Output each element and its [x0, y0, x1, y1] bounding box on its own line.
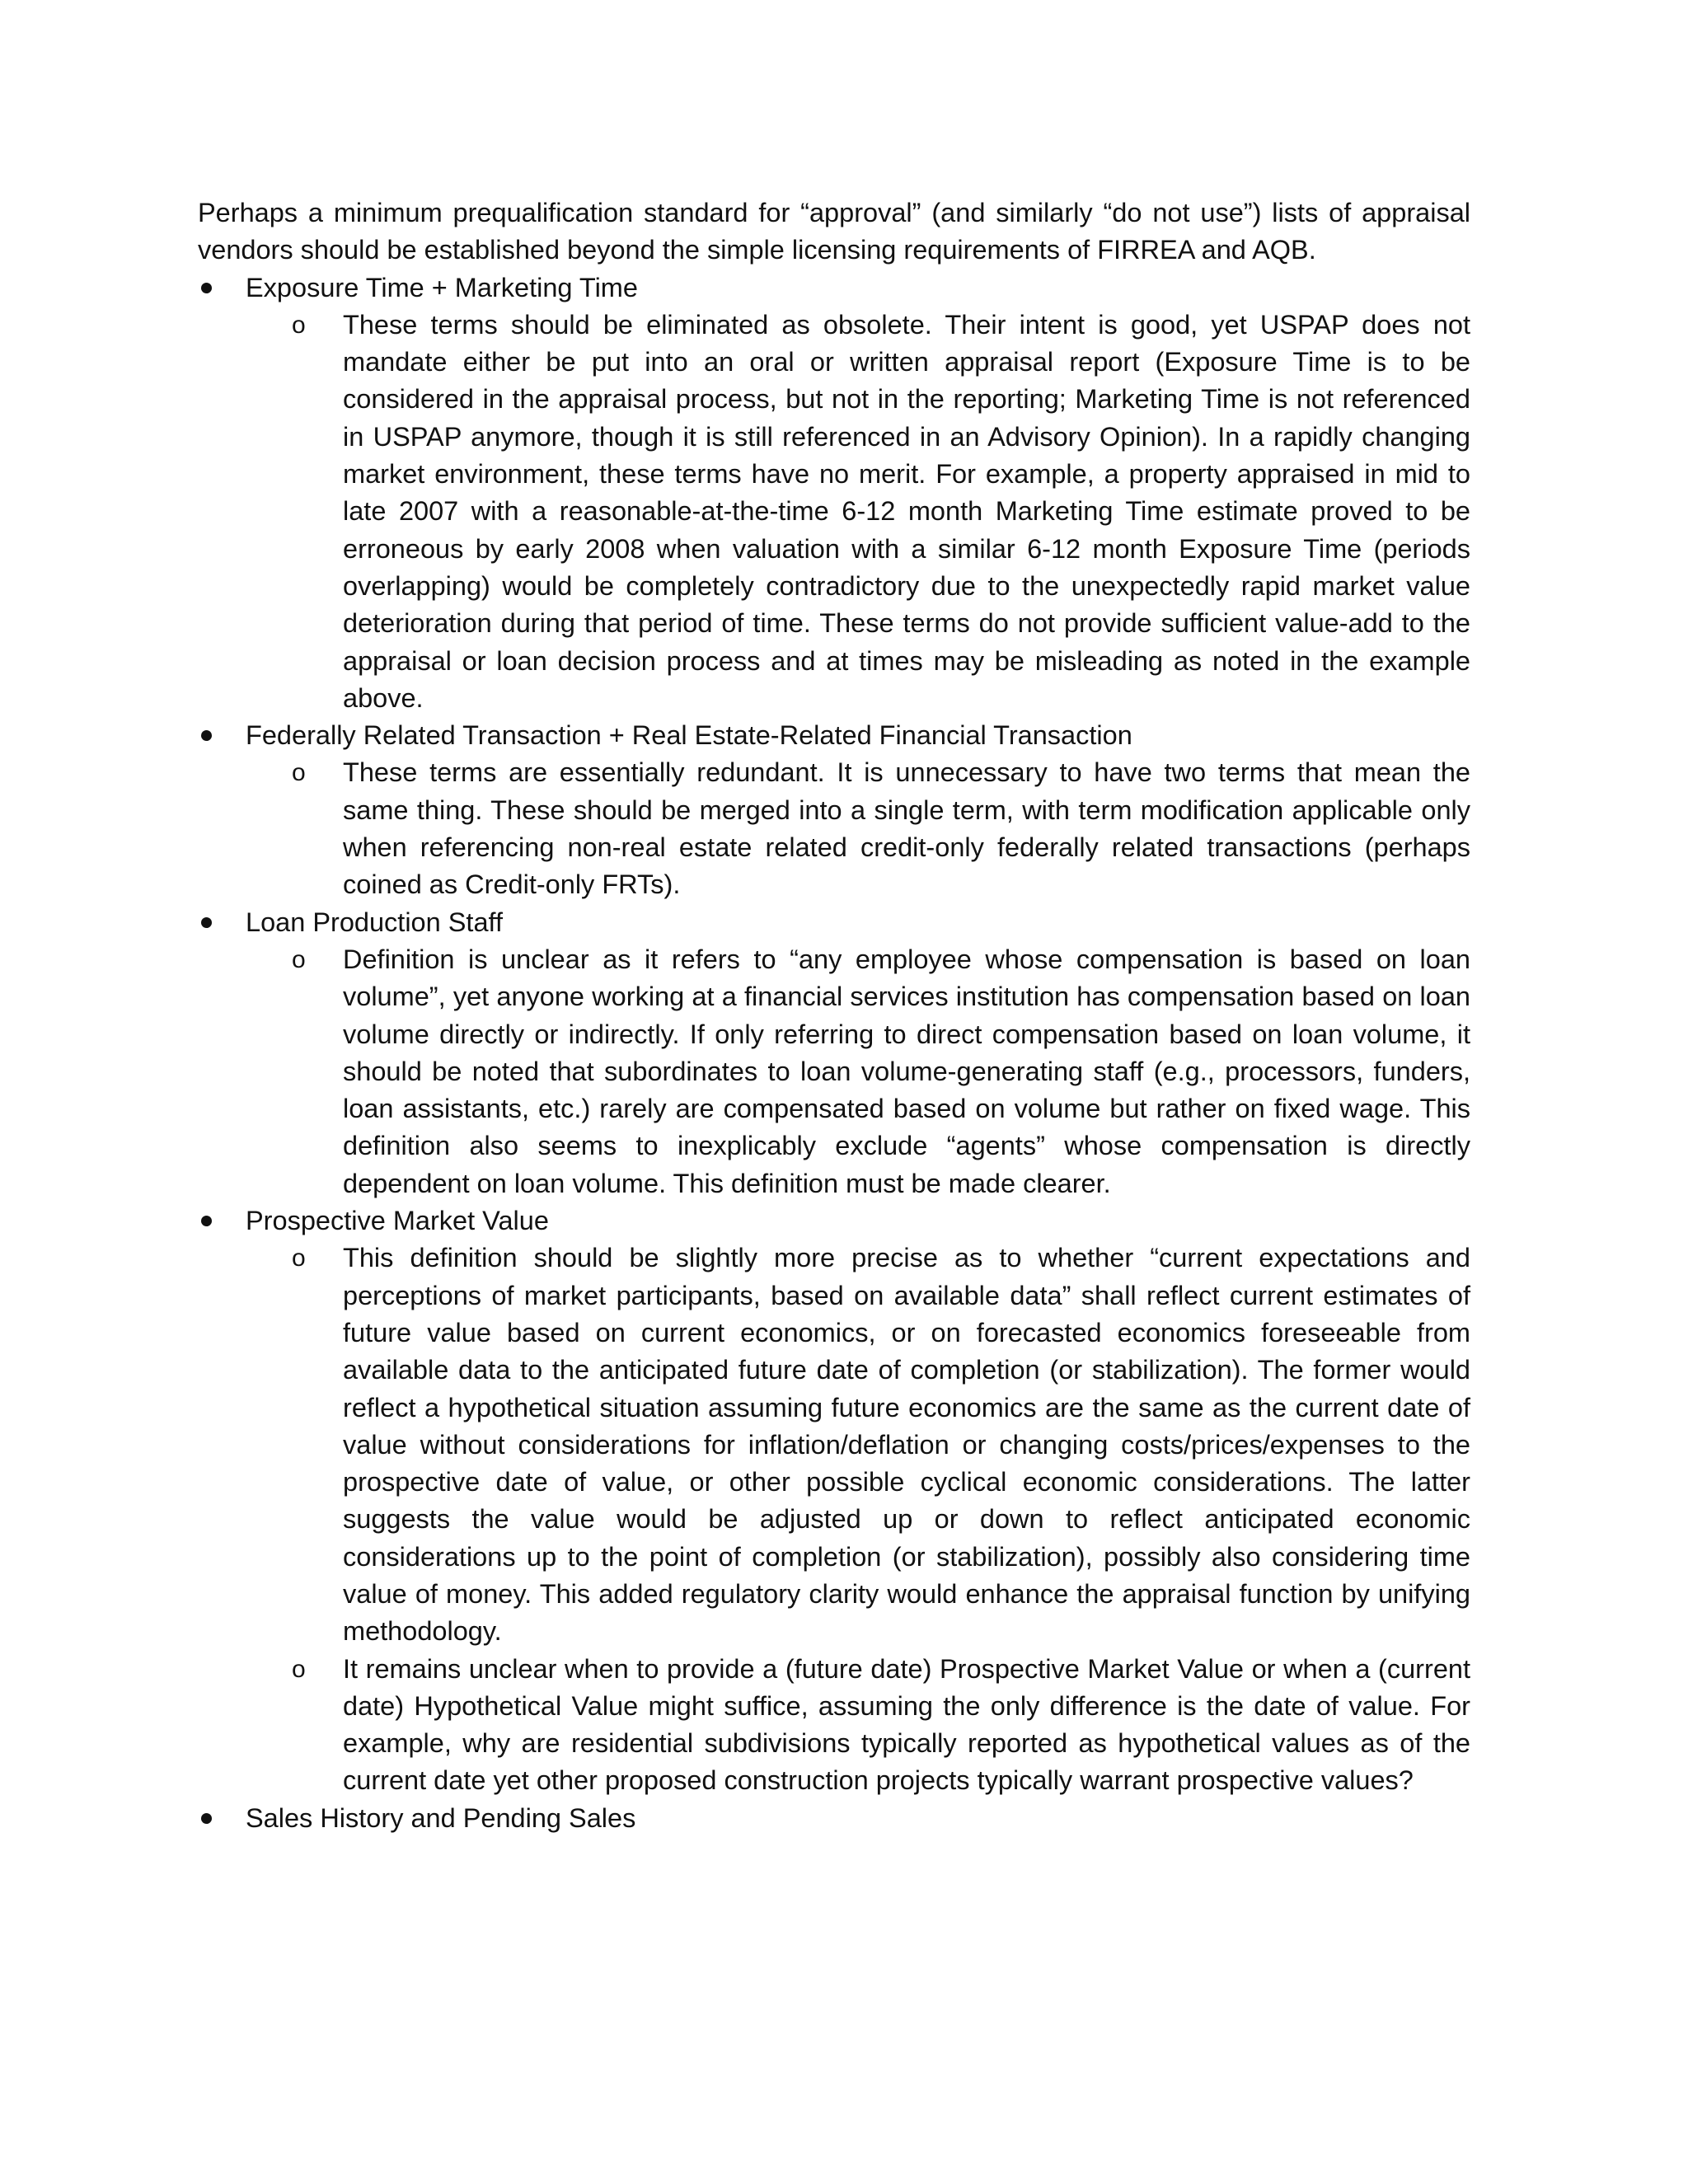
sub-item-text: These terms should be eliminated as obsolete. Their intent is good, yet USPAP does not mandate either be put into an oral or written appraisal report (Exposure Time is to be considered in the appraisal process, but not in the reporting; Marketing Time is not referenced in USPAP anymore, though it is still referenced in an Advisory Opinion). In a rapidly changing market environment, these terms have no merit. For example, a property appraised in mid to late 2007 with a reasonable-at-the-time 6-12 month Marketing Time estimate proved to be erroneous by early 2008 when valuation with a similar 6-12 month Exposure Time (periods overlapping) would be completely contradictory due to the unexpectedly rapid market value deterioration during that period of time. These terms do not provide sufficient value-add to the appraisal or loan decision process and at times may be misleading as noted in the example above. [343, 309, 1470, 713]
sub-item-text: These terms are essentially redundant. It is unnecessary to have two terms that mean the same thing. These should be merged into a single term, with term modification applicable only when referencing non-real estate related credit-only federally related transactions (perhaps coined as Credit-only FRTs). [343, 757, 1470, 900]
sub-item-text: This definition should be slightly more precise as to whether “current expectations and perceptions of market participants, based on available data” shall reflect current estimates of future value based on current economics, or on forecasted economics foreseeable from available data to the anticipated future date of completion (or stabilization). The former would reflect a hypothetical situation assuming future economics are the same as the current date of value without considerations for inflation/deflation or changing costs/prices/expenses to the prospective date of value, or other possible cyclical economic considerations. The latter suggests the value would be adjusted up or down to reflect anticipated economic considerations up to the point of completion (or stabilization), possibly also considering time value of money. This added regulatory clarity would enhance the appraisal function by unifying methodology. [343, 1243, 1470, 1647]
sub-item [292, 754, 1470, 903]
sub-bullet-icon: o [292, 1655, 306, 1683]
sub-item [292, 1651, 1470, 1800]
sub-bullet-icon: o [292, 1244, 306, 1272]
bullet-item [198, 269, 1470, 307]
bullet-icon [198, 269, 214, 307]
bullet-icon [198, 904, 214, 941]
bullet-item [198, 717, 1470, 754]
lead-paragraph: Perhaps a minimum prequalification standard for “approval” (and similarly “do not use”) lists of appraisal vendors should be established beyond the simple licensing requirements of FIRREA and AQB. [198, 198, 1470, 265]
bullet-icon [198, 717, 214, 754]
bullet-item-title: Loan Production Staff [246, 907, 503, 937]
sub-bullet-icon: o [292, 759, 306, 787]
sub-bullet-icon: o [292, 945, 306, 973]
bullet-item-title: Exposure Time + Marketing Time [246, 272, 638, 302]
bullet-item [198, 1800, 1470, 1837]
bullet-icon [198, 1800, 214, 1837]
sub-item-text: It remains unclear when to provide a (future date) Prospective Market Value or when a (current date) Hypothetical Value might suffice, assuming the only difference is the date of value. For example, why are residential subdivisions typically reported as hypothetical values as of the current date yet other proposed construction projects typically warrant prospective values? [343, 1653, 1470, 1796]
sub-item [292, 307, 1470, 717]
bullet-item-title: Prospective Market Value [246, 1206, 549, 1236]
sub-item [292, 941, 1470, 1202]
bullet-item [198, 1202, 1470, 1240]
bullet-item [198, 904, 1470, 941]
document-body [198, 194, 1470, 1837]
bullet-item-title: Sales History and Pending Sales [246, 1802, 636, 1833]
sub-item [292, 1240, 1470, 1650]
sub-item-text: Definition is unclear as it refers to “any employee whose compensation is based on loan volume”, yet anyone working at a financial services institution has compensation based on loan volume directly or indirectly. If only referring to direct compensation based on loan volume, it should be noted that subordinates to loan volume-generating staff (e.g., processors, funders, loan assistants, etc.) rarely are compensated based on volume but rather on fixed wage. This definition also seems to inexplicably exclude “agents” whose compensation is directly dependent on loan volume. This definition must be made clearer. [343, 944, 1470, 1198]
bullet-icon [198, 1202, 214, 1240]
sub-bullet-icon: o [292, 311, 306, 339]
bullet-item-title: Federally Related Transaction + Real Estate-Related Financial Transaction [246, 720, 1132, 751]
